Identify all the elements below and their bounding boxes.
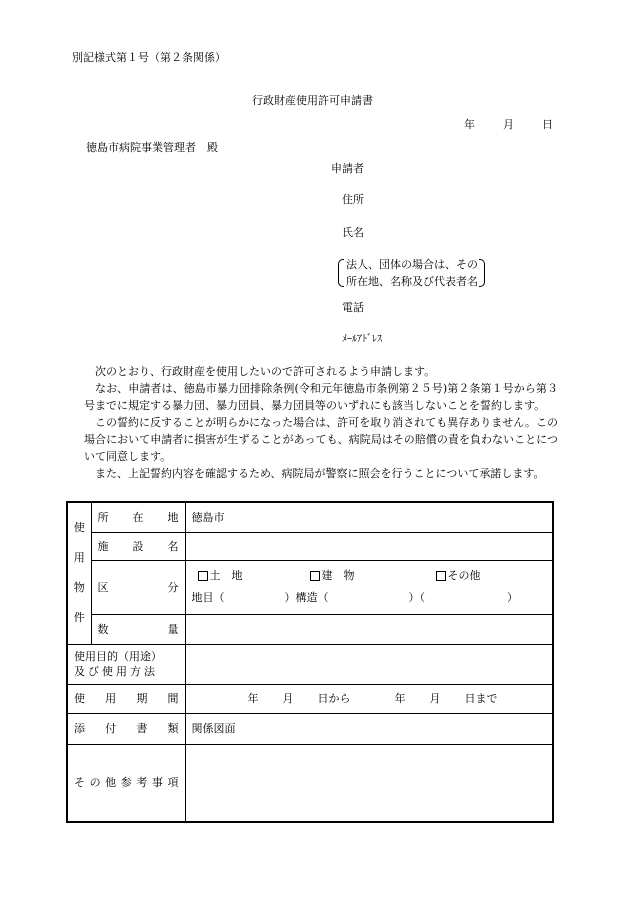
- attachments-label: 添 付 書 類: [67, 713, 185, 744]
- category-value: [185, 560, 553, 614]
- structure-label: 構造（: [295, 591, 329, 604]
- period-month2: 月: [429, 692, 441, 705]
- email-label: ﾒｰﾙｱﾄﾞﾚｽ: [342, 334, 382, 345]
- location-value[interactable]: 徳島市: [185, 502, 553, 532]
- body-paragraph: 次のとおり、行政財産を使用したいので許可されるよう申請します。: [95, 365, 436, 378]
- period-year: 年: [247, 692, 259, 705]
- notes-value[interactable]: [185, 744, 553, 822]
- land-category-close: ）: [284, 591, 296, 604]
- bracket-right: [479, 259, 485, 287]
- body-paragraph: なお、申請者は、徳島市暴力団排除条例(令和元年徳島市条例第２５号)第２条第１号から第３号までに規定する暴力団、暴力団員、暴力団員等のいずれにも該当しないことを誓約します。: [84, 382, 558, 412]
- body-paragraph: また、上記誓約内容を確認するため、病院局が警察に照会を行うことについて承諾します。: [95, 467, 545, 480]
- date-line: [464, 119, 553, 130]
- notes-label: そ の 他 参 考 事 項: [67, 744, 185, 822]
- attachments-value[interactable]: 関係図面: [185, 713, 553, 744]
- period-value[interactable]: [185, 684, 553, 713]
- address-label: 住所: [342, 193, 364, 206]
- category-label: 区 分: [91, 560, 185, 614]
- date-day: 日: [542, 118, 553, 131]
- purpose-label: 使用目的（用途） 及び使用方法: [67, 644, 185, 684]
- property-group-label: 使 用 物 件: [67, 502, 91, 644]
- option-other: その他: [447, 569, 481, 582]
- other-checkbox[interactable]: [436, 571, 446, 581]
- quantity-value[interactable]: [185, 614, 553, 644]
- structure-close: ）（: [408, 591, 425, 604]
- period-month: 月: [282, 692, 294, 705]
- facility-label: 施 設 名: [91, 532, 185, 560]
- quantity-label: 数 量: [91, 614, 185, 644]
- date-year: 年: [464, 118, 475, 131]
- name-label: 氏名: [342, 226, 364, 239]
- addressee: 徳島市病院事業管理者 殿: [86, 141, 218, 154]
- page-title: 行政財産使用許可申請書: [252, 94, 373, 107]
- period-day-from: 日から: [317, 692, 351, 705]
- structure-close2: ）: [507, 591, 518, 604]
- corp-note-line1: 法人、団体の場合は、その: [346, 258, 478, 271]
- facility-value[interactable]: [185, 532, 553, 560]
- corporation-note: [338, 256, 478, 290]
- phone-label: 電話: [342, 301, 364, 314]
- corp-note-line2: 所在地、名称及び代表者名: [346, 275, 478, 288]
- building-checkbox[interactable]: [310, 571, 320, 581]
- form-number: 別記様式第１号（第２条関係）: [72, 51, 226, 64]
- period-label: 使 用 期 間: [67, 684, 185, 713]
- land-checkbox[interactable]: [198, 571, 208, 581]
- option-building: 建 物: [321, 569, 355, 582]
- applicant-label: 申請者: [331, 162, 364, 175]
- purpose-value[interactable]: [185, 644, 553, 684]
- body-text: [84, 363, 558, 482]
- land-category-label: 地目（: [191, 591, 225, 604]
- bracket-left: [338, 259, 344, 287]
- date-month: 月: [503, 118, 514, 131]
- body-paragraph: この誓約に反することが明らかになった場合は、許可を取り消されても異存ありません。この場合において申請者に損害が生ずることがあっても、病院局はその賠償の責を負わないことについて同意します。: [84, 416, 558, 463]
- location-label: 所 在 地: [91, 502, 185, 532]
- period-day-to: 日まで: [464, 692, 498, 705]
- usage-table: [66, 501, 554, 823]
- option-land: 土 地: [209, 569, 243, 582]
- period-year2: 年: [394, 692, 406, 705]
